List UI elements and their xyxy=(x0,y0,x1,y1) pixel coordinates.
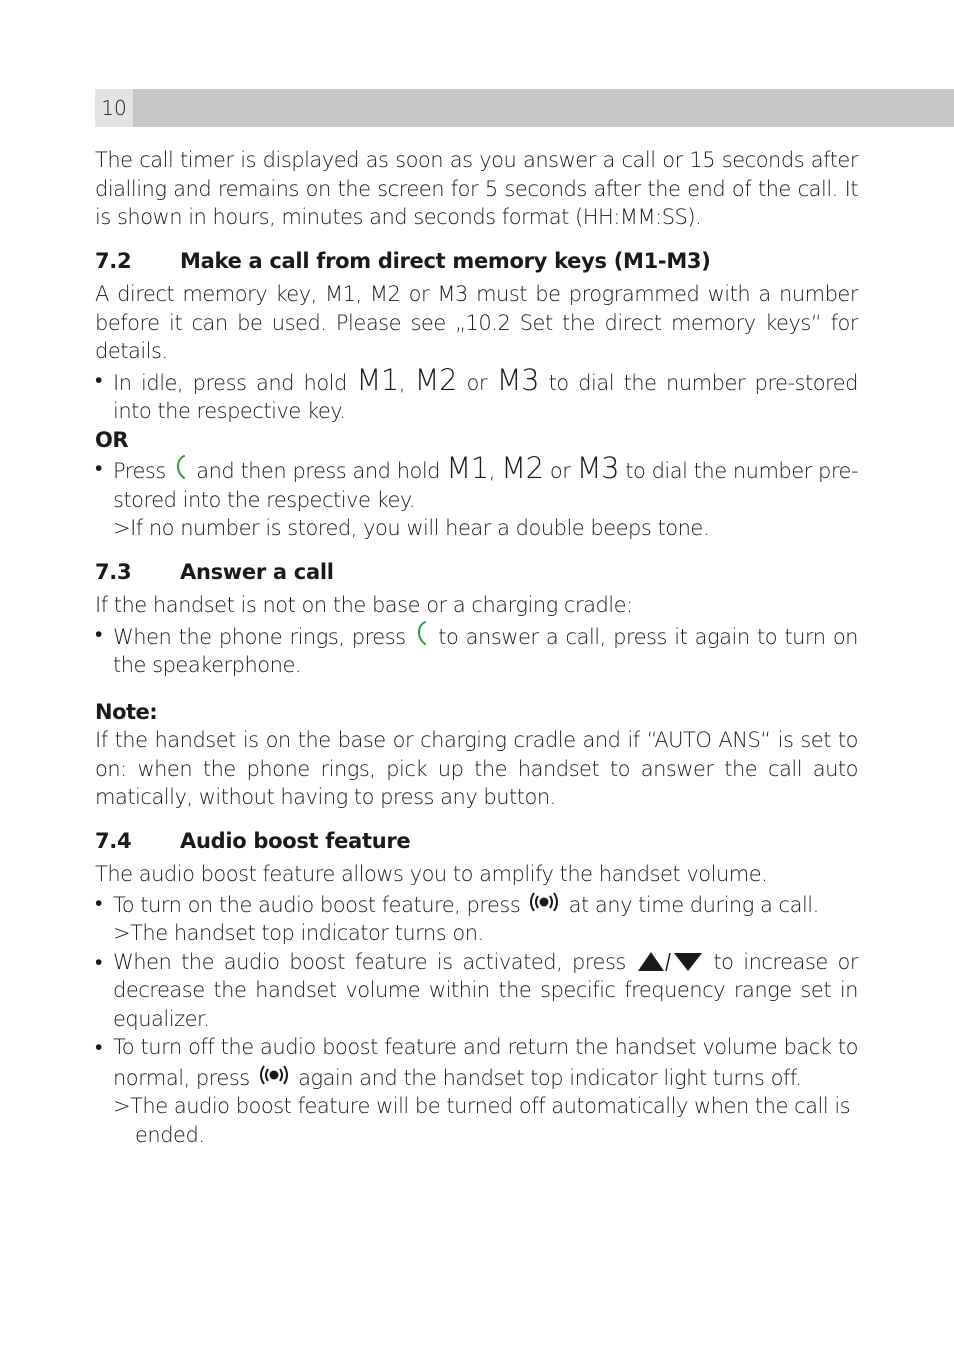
section-number: 7.3 xyxy=(95,559,132,584)
bullet-answer-call: • When the phone rings, press to answer a call, press it again to turn on the speakerphone. xyxy=(95,621,858,677)
bullet-boost-on: • To turn on the audio boost feature, press at any time during a call. xyxy=(95,890,819,917)
audio-boost-icon xyxy=(526,889,562,915)
key-m1: M1 xyxy=(446,451,489,485)
or-label: OR xyxy=(95,427,129,452)
section-title: Answer a call xyxy=(180,559,334,584)
section-number: 7.2 xyxy=(95,248,132,273)
note-title: Note: xyxy=(95,699,158,724)
bullet-boost-volume: • When the audio boost feature is activated, press to increase or decrease the handset volume within the specific frequency range set in equalizer. xyxy=(95,949,858,1031)
result-auto-off: >The audio boost feature will be turned off automatically when the call is ended. xyxy=(113,1094,851,1147)
up-down-arrow-icon xyxy=(636,950,704,972)
section-7-3-heading xyxy=(95,558,858,587)
intro-paragraph: The call timer is displayed as soon as you answer a call or 15 seconds after dialling and remains on the screen for 5 seconds after the end of the call. It is shown in hours, minutes and seconds format (HH:MM:SS). xyxy=(95,148,858,229)
page-number: 10 xyxy=(95,89,133,127)
audio-boost-icon xyxy=(256,1062,292,1088)
bullet-boost-off: • To turn off the audio boost feature and return the handset volume back to normal, press again and the handset top indicator light turns off. xyxy=(95,1035,858,1090)
note-text: If the handset is on the base or charging cradle and if “AUTO ANS“ is set to on: when the phone rings, pick up the handset to answer the call auto matically, without having to press any button. xyxy=(95,728,858,809)
manual-content xyxy=(95,146,858,1149)
section-7-4-heading xyxy=(95,827,858,856)
section-title: Audio boost feature xyxy=(180,828,411,853)
section-7-4-paragraph: The audio boost feature allows you to amplify the handset volume. xyxy=(95,862,768,886)
bullet-dial-memory-call: • Press and then press and hold M1, M2 or M3 to dial the number pre-stored into the respective key. xyxy=(95,451,859,512)
header-bar xyxy=(95,89,954,127)
key-m3: M3 xyxy=(576,451,620,485)
section-number: 7.4 xyxy=(95,828,132,853)
key-m3: M3 xyxy=(496,362,540,397)
section-7-2-heading xyxy=(95,247,858,276)
section-title: Make a call from direct memory keys (M1-M3) xyxy=(180,248,711,273)
call-key-icon xyxy=(413,620,431,648)
key-m1: M1 xyxy=(356,362,399,397)
section-7-3-paragraph: If the handset is not on the base or a charging cradle: xyxy=(95,593,633,617)
result-no-number: >If no number is stored, you will hear a double beeps tone. xyxy=(113,516,709,540)
key-m2: M2 xyxy=(414,362,458,397)
key-m2: M2 xyxy=(501,451,544,485)
call-key-icon xyxy=(172,454,190,482)
bullet-dial-memory-idle: • In idle, press and hold M1, M2 or M3 to dial the number pre-stored into the respective key. xyxy=(95,362,858,423)
result-indicator-on: >The handset top indicator turns on. xyxy=(113,921,484,945)
section-7-2-paragraph: A direct memory key, M1, M2 or M3 must be programmed with a number before it can be used. Please see „10.2 Set the direct memory keys“ for details. xyxy=(95,282,858,363)
